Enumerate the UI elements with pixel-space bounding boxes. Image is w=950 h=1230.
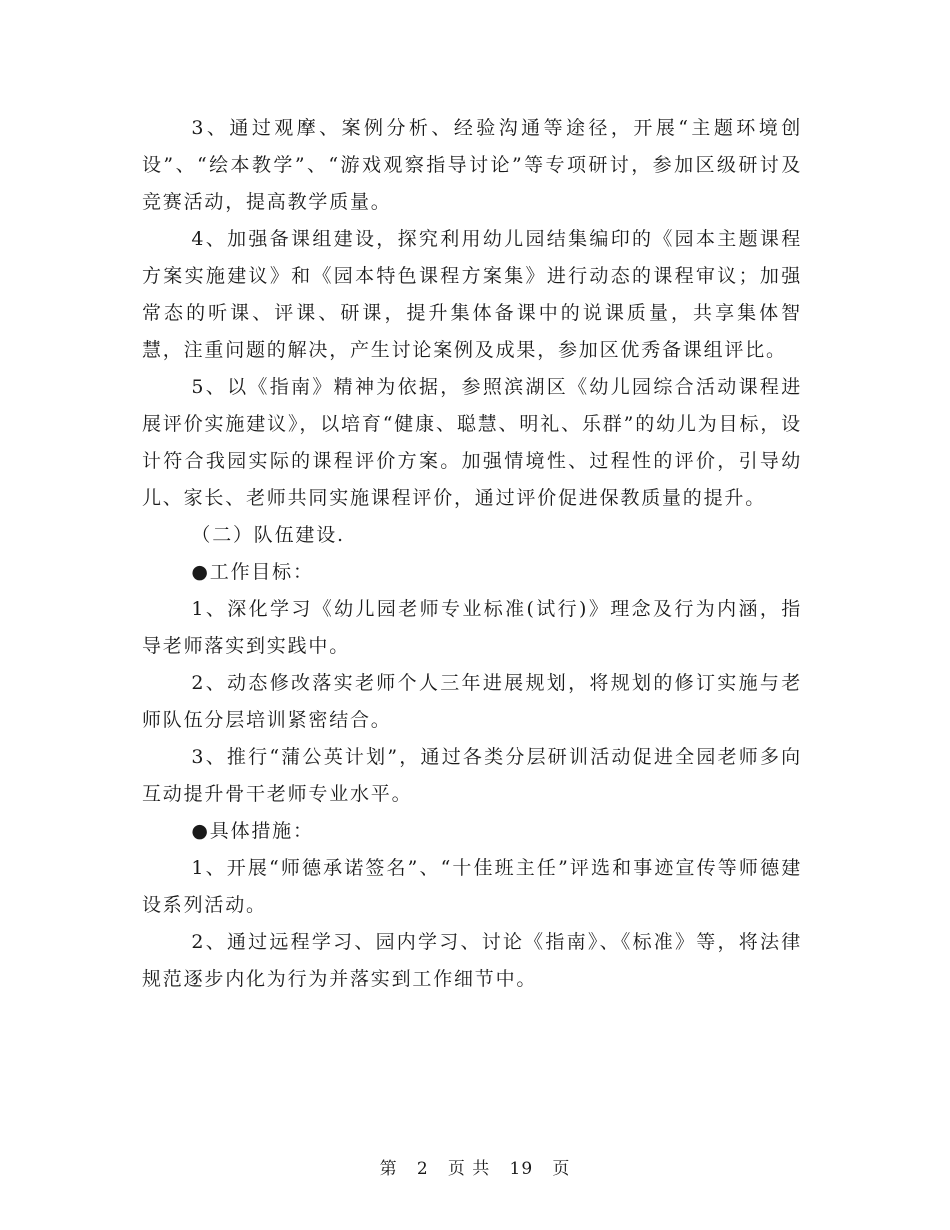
paragraph-goal-3: 3、推行“蒲公英计划”，通过各类分层研训活动促进全园老师多向互动提升骨干老师专业水平。 bbox=[142, 746, 802, 805]
footer-suffix: 页 bbox=[552, 1159, 571, 1179]
current-page-number: 2 bbox=[416, 1159, 429, 1179]
paragraph-measure-team-1: 1、开展“师德承诺签名”、“十佳班主任”评选和事迹宣传等师德建设系列活动。 bbox=[142, 857, 802, 916]
paragraph-measure-team-2: 2、通过远程学习、园内学习、讨论《指南》、《标准》等，将法律规范逐步内化为行为并落实到工作细节中。 bbox=[142, 931, 802, 990]
page-footer bbox=[0, 1154, 950, 1179]
footer-middle: 页 共 bbox=[447, 1159, 491, 1179]
footer-prefix: 第 bbox=[379, 1159, 398, 1179]
subheading-work-goals: ●工作目标： bbox=[191, 561, 314, 583]
section-heading-team-building: （二）队伍建设. bbox=[191, 524, 345, 546]
document-body bbox=[142, 110, 802, 998]
paragraph-goal-1: 1、深化学习《幼儿园老师专业标准(试行)》理念及行为内涵，指导老师落实到实践中。 bbox=[142, 598, 802, 657]
total-pages: 19 bbox=[509, 1159, 534, 1179]
paragraph-goal-2: 2、动态修改落实老师个人三年进展规划，将规划的修订实施与老师队伍分层培训紧密结合。 bbox=[142, 672, 802, 731]
paragraph-measure-4: 4、加强备课组建设，探究利用幼儿园结集编印的《园本主题课程方案实施建议》和《园本特色课程方案集》进行动态的课程审议；加强常态的听课、评课、研课，提升集体备课中的说课质量，共享集体智慧，注重问题的解决，产生讨论案例及成果，参加区优秀备课组评比。 bbox=[142, 228, 802, 361]
paragraph-measure-5: 5、以《指南》精神为依据，参照滨湖区《幼儿园综合活动课程进展评价实施建议》，以培育“健康、聪慧、明礼、乐群”的幼儿为目标，设计符合我园实际的课程评价方案。加强情境性、过程性的评价，引导幼儿、家长、老师共同实施课程评价，通过评价促进保教质量的提升。 bbox=[142, 376, 802, 509]
paragraph-measure-3: 3、通过观摩、案例分析、经验沟通等途径，开展“主题环境创设”、“绘本教学”、“游戏观察指导讨论”等专项研讨，参加区级研讨及竞赛活动，提高教学质量。 bbox=[142, 117, 802, 213]
subheading-specific-measures: ●具体措施： bbox=[191, 820, 314, 842]
